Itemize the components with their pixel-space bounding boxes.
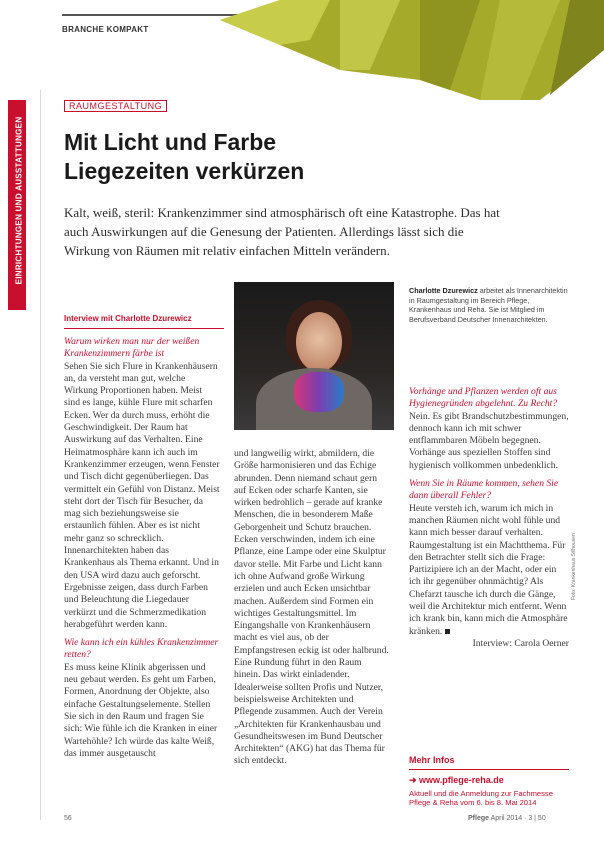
side-category-label: EINRICHTUNGEN UND AUSSTATTUNGEN	[14, 116, 24, 285]
interview-rule	[64, 328, 224, 329]
portrait-scarf	[294, 372, 344, 412]
answer: Es muss keine Klinik abgerissen und neu gebaut werden. Es geht um Farben, Formen, Anordnung der Objekte, also einfache Gestaltungselemente. Stellen Sie sich in den Raum und fragen Sie sich: Wie fühle ich die Kranken in einer Wartehöhle? Ich würde das kalte Weiß, das immer ausgetauscht	[64, 661, 218, 759]
interview-heading: Interview mit Charlotte Dzurewicz	[64, 314, 192, 323]
title-line-2: Liegezeiten verkürzen	[64, 158, 305, 184]
more-info-rule	[409, 769, 569, 770]
answer: Sehen Sie sich Flure in Krankenhäusern an, da versteht man gut, welche Wirkung Proportionen haben. Meist sind es lange, kühle Flure mit scharfen Ecken. Wer da durch muss, erhöht die Geschwindigkeit. Der Raum hat Auswirkung auf das Verhalten. Eine Heimatmosphäre kann ich auch im Krankenzimmer erzeugen, wenn Fenster und Tisch dicht gegenüberliegen. Das vermittelt ein Gefühl von Distanz. Meist steht dort der Tisch für Besucher, da mag sich beziehungsweise sie erstaunlich fühlen. Aber es ist nicht mehr ganz so schrecklich. Innenarchitekten haben das Krankenhaus als Thema erkannt. Und in den USA wird dazu auch geforscht. Ergebnisse zeigen, dass durch Farben und Beleuchtung die Liegedauer verkürzt und die Schmerzmedikation herabgeführt werden kann.	[64, 360, 220, 630]
caption-text: arbeitet als Innenarchitektin in Raumgestaltung im Bereich Pflege, Krankenhaus und Reha. Sie ist Mitglied im Berufsverband Deutscher Innenarchitekten.	[409, 286, 568, 324]
more-info-text: Aktuell und die Anmeldung zur Fachmesse Pflege & Reha vom 6. bis 8. Mai 2014	[409, 789, 553, 808]
more-info-link[interactable]	[409, 775, 504, 786]
caption-name: Charlotte Dzurewicz	[409, 286, 478, 295]
more-info-heading: Mehr Infos	[409, 755, 455, 765]
footer-issue	[468, 815, 546, 822]
page-number: 56	[64, 815, 72, 822]
text-column-2	[234, 448, 390, 768]
answer: Nein. Es gibt Brandschutzbestimmungen, dennoch kann ich mit schwer entflammbaren Möbeln begegnen. Vorhänge aus speziellen Stoffen sind hygienisch vollkommen unbedenklich.	[409, 410, 569, 471]
column-divider	[40, 90, 41, 820]
magazine-name: Pflege	[468, 815, 490, 822]
article-title	[64, 128, 304, 186]
article-kicker: RAUMGESTALTUNG	[64, 100, 167, 112]
photo-credit: Foto: Krankenhaus Sillhousen	[571, 533, 577, 600]
portrait-face	[296, 312, 342, 372]
article-lead: Kalt, weiß, steril: Krankenzimmer sind atmosphärisch oft eine Katastrophe. Das hat auch Auswirkungen auf die Genesung der Patienten. Allerdings lässt sich die Wirkung von Räumen mit relativ einfachen Mitteln verändern.	[64, 205, 500, 258]
end-mark-icon	[445, 629, 450, 634]
answer	[409, 503, 569, 638]
arrow-icon: ➜	[409, 775, 420, 785]
answer: und langweilig wirkt, abmildern, die Größe harmonisieren und das Echige abrunden. Denn niemand schaut gern auf Ecken oder scharfe Kanten, sie wirken bedrohlich – gerade auf kranke Menschen, die in besonderem Maße Geborgenheit und Schutz brauchen. Ecken verschwinden, indem ich eine Pflanze, eine Lampe oder eine Skulptur davor stelle. Mit Farbe und Licht kann ich ohne Aufwand große Wirkung erzielen und auch Ecken unsichtbar machen. Außerdem sind Formen ein wichtiges Gestaltungsmittel. Im Eingangshalle von Krankenhäusern macht es viel aus, ob der Empfangstresen eckig ist oder halbrund. Eine Rundung führt in den Raum hinein. Das wirkt einladender. Idealerweise sollten Profis und Nutzer, beispielsweise Architekten und Pflegende zusammen. Auch der Verein „Architekten für Krankenhausbau und Gesundheitswesen im Bund Deutscher Architekten“ (AKG) hat das Thema für sich entdeckt.	[234, 448, 389, 767]
section-label: BRANCHE KOMPAKT	[62, 25, 149, 34]
photo-caption	[409, 286, 569, 324]
issue-info: April 2014 · 3 | 50	[490, 815, 546, 822]
question: Wenn Sie in Räume kommen, sehen Sie dann überall Fehler?	[409, 478, 559, 502]
more-info-url[interactable]: www.pflege-reha.de	[419, 775, 504, 785]
portrait-photo	[234, 282, 394, 430]
signature: Interview: Carola Oerner	[472, 637, 569, 649]
question: Warum wirken man nur der weißen Krankenzimmern färbe ist	[64, 336, 200, 360]
question: Vorhänge und Pflanzen werden oft aus Hygienegründen abgelehnt. Zu Recht?	[409, 386, 558, 410]
question: Wie kann ich ein kühles Krankenzimmer retten?	[64, 637, 219, 661]
decorative-banner-image	[220, 0, 604, 100]
title-line-1: Mit Licht und Farbe	[64, 129, 277, 155]
answer-text: Heute versteh ich, warum ich mich in manchen Räumen nicht wohl fühle und kann mich besser darauf verhalten. Raumgestaltung ist ein Machtthema. Für den Betrachter stellt sich die Frage: Partizipiere ich an der Macht, oder ein ich ihr gegenüber ohnmächtig? Als Chefarzt tausche ich durch die Gänge, weil die Architektur mich entfernt. Wenn ich krank bin, kann mich die Atmosphäre kränken.	[409, 502, 568, 637]
text-column-3	[409, 386, 569, 650]
text-column-1	[64, 336, 220, 760]
